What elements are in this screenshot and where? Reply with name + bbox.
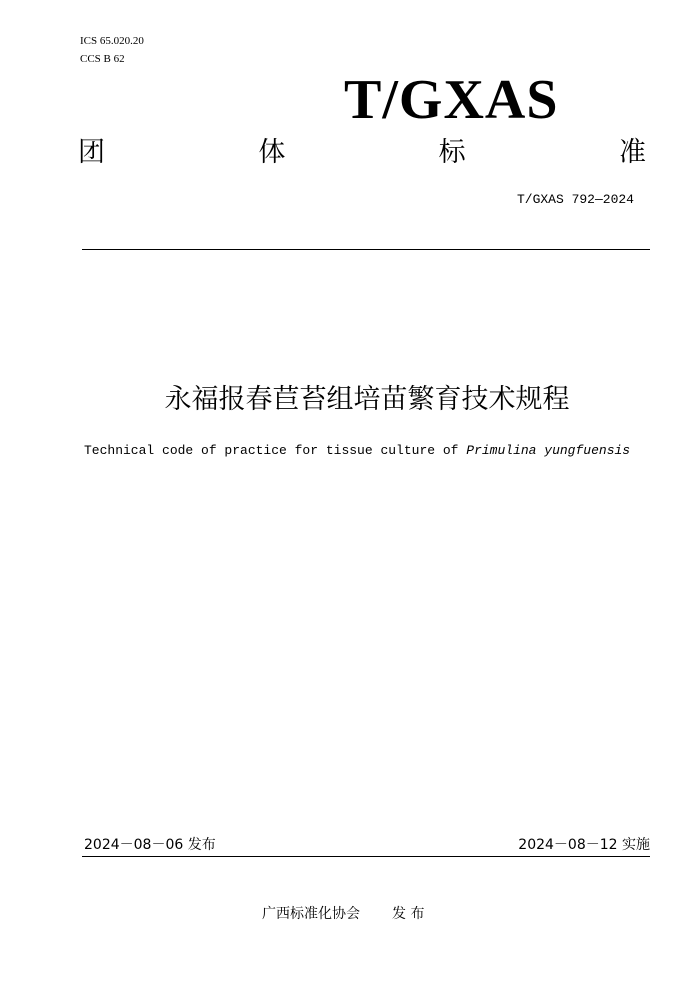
document-title-chinese: 永福报春苣苔组培苗繁育技术规程 [164, 384, 570, 415]
category-char: 标 [438, 137, 466, 168]
ics-code: ICS 65.020.20 [80, 35, 144, 47]
title-english-prefix: Technical code of practice for tissue culture of [84, 443, 467, 458]
ccs-code: CCS B 62 [80, 53, 125, 65]
species-name: Primulina yungfuensis [466, 443, 631, 458]
implement-date: 2024－08－12 实施 [518, 837, 650, 853]
publish-date: 2024－08－06 发布 [84, 837, 216, 853]
standard-logo: T/GXAS [344, 69, 559, 131]
category-char: 准 [618, 137, 646, 168]
standard-category [78, 136, 646, 170]
issuer-name: 广西标准化协会 [262, 906, 360, 922]
category-char: 团 [78, 137, 105, 168]
footer-divider [82, 856, 650, 857]
document-title-english [84, 443, 630, 459]
issuer-line [262, 905, 424, 923]
header-divider [82, 249, 650, 250]
issue-word: 发 布 [392, 906, 425, 922]
standard-number: T/GXAS 792—2024 [516, 192, 634, 207]
category-char: 体 [258, 137, 286, 168]
